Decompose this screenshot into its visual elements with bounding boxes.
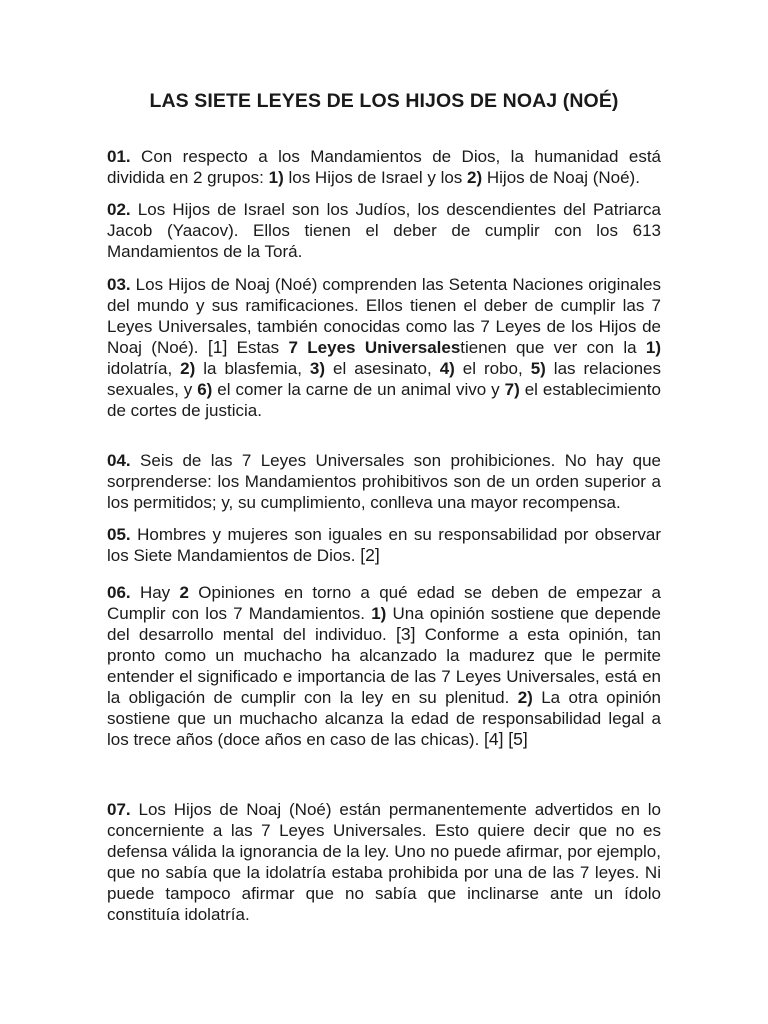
bold-text: 02. — [107, 200, 131, 219]
paragraph-text: el asesinato, — [325, 359, 440, 378]
bold-text: 01. — [107, 147, 131, 166]
paragraph-text: Estas — [227, 338, 289, 357]
bold-text: 5) — [530, 359, 546, 378]
bold-text: 7) — [504, 380, 520, 399]
bold-text: 6) — [197, 380, 213, 399]
paragraph-04 — [107, 450, 661, 513]
footnote-reference: [5] — [508, 729, 528, 749]
paragraph-text: Seis de las 7 Leyes Universales son prohibiciones. No hay que sorprenderse: los Mandamientos prohibitivos son de un orden superior a los permitidos; y, su cumplimiento, conlleva una mayor recompensa. — [107, 451, 661, 512]
paragraph-text: Los Hijos de Israel son los Judíos, los descendientes del Patriarca Jacob (Yaacov). Ellos tienen el deber de cumplir con los 613 Mandamientos de la Torá. — [107, 200, 661, 261]
paragraph-01 — [107, 146, 661, 188]
bold-text: 2) — [517, 688, 533, 707]
paragraph-text: Opiniones en torno a qué edad se deben de empezar a Cumplir con los 7 Mandamientos. — [107, 583, 661, 623]
bold-text: 2) — [467, 168, 483, 187]
paragraph-text: Conforme a esta opinión, tan pronto como un muchacho ha alcanzado la madurez que le permite entender el significado e importancia de las 7 Leyes Universales, está en la obligación de cumplir con la ley en su plenitud. — [107, 625, 661, 707]
paragraph-text: las relaciones sexuales, y — [107, 359, 661, 399]
bold-text: 03. — [107, 275, 131, 294]
bold-text: 2 — [179, 583, 189, 602]
page-title: LAS SIETE LEYES DE LOS HIJOS DE NOAJ (NOÉ) — [149, 90, 619, 112]
paragraph-text: Hijos de Noaj (Noé). — [482, 168, 640, 187]
paragraph-text: idolatría, — [107, 359, 181, 378]
paragraph-05 — [107, 524, 661, 566]
bold-text: 3) — [309, 359, 326, 378]
bold-text: 4) — [439, 359, 455, 378]
bold-text: 2) — [180, 359, 196, 378]
paragraph-text: Con respecto a los Mandamientos de Dios, la humanidad está dividida en 2 grupos: — [107, 147, 661, 187]
paragraph-text: los Hijos de Israel y los — [283, 168, 468, 187]
paragraph-text: la blasfemia, — [195, 359, 310, 378]
paragraph-text: tienen que ver con la — [460, 338, 646, 357]
bold-text: 06. — [107, 583, 131, 602]
paragraph-text: el establecimiento de cortes de justicia. — [107, 380, 661, 420]
bold-text: 04. — [107, 451, 131, 470]
paragraph-text: Hombres y mujeres son iguales en su responsabilidad por observar los Siete Mandamientos de Dios. — [107, 525, 661, 565]
bold-text: 1) — [645, 338, 662, 357]
footnote-reference: [3] — [396, 624, 416, 644]
paragraph-03 — [107, 274, 661, 421]
paragraph-text: Los Hijos de Noaj (Noé) comprenden las Setenta Naciones originales del mundo y sus ramificaciones. Ellos tienen el deber de cumplir las 7 Leyes Universales, también conocidas como las 7 Leyes de los Hijos de Noaj (Noé). — [107, 275, 661, 357]
bold-text: 1) — [371, 604, 387, 623]
paragraph-text: La otra opinión sostiene que un muchacho alcanza la edad de responsabilidad legal a los trece años (doce años en caso de las chicas). — [107, 688, 661, 749]
bold-text: 05. — [107, 525, 131, 544]
paragraph-07 — [107, 799, 661, 925]
paragraph-text: Los Hijos de Noaj (Noé) están permanentemente advertidos en lo concerniente a las 7 Leyes Universales. Esto quiere decir que no es defensa válida la ignorancia de la ley. Uno no puede afirmar, por ejemplo, que no sabía que la idolatría estaba prohibida por una de las 7 leyes. Ni puede tampoco afirmar que no sabía que inclinarse ante un ídolo constituía idolatría. — [107, 800, 661, 924]
footnote-reference: [1] — [207, 337, 228, 357]
paragraph-text: Una opinión sostiene que depende del desarrollo mental del individuo. — [107, 604, 661, 644]
paragraph-02 — [107, 199, 661, 262]
paragraph-text: Hay — [130, 583, 180, 602]
paragraph-06 — [107, 582, 661, 750]
footnote-reference: [4] — [484, 729, 504, 749]
bold-text: 07. — [107, 800, 131, 819]
bold-text: 7 Leyes Universales — [288, 338, 461, 357]
paragraph-text: el comer la carne de un animal vivo y — [212, 380, 505, 399]
footnote-reference: [2] — [360, 545, 380, 565]
bold-text: 1) — [268, 168, 284, 187]
paragraph-text: el robo, — [454, 359, 531, 378]
